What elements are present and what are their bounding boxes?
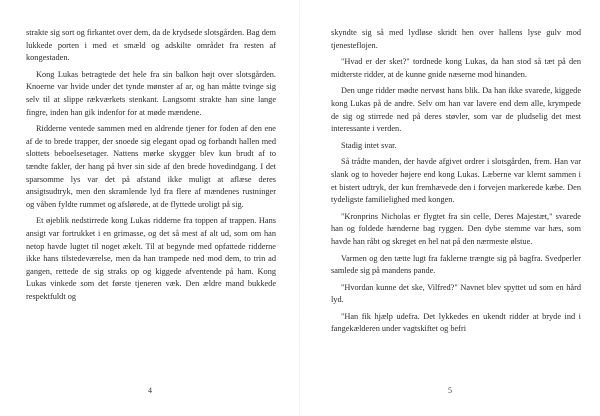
right-paragraph: Den unge ridder mødte nervøst hans blik. Da han ikke svarede, kiggede kong Lukas på de andre. Selv om han var lavere end dem alle, krympede de sig og stirrede ned på deres støvler, som var de pludselig det mest interessante i verden. [331,86,581,134]
right-paragraph: Så trådte manden, der havde afgivet ordrer i slotsgården, frem. Han var slank og to hoveder højere end kong Lukas. Læberne var klemt sammen i et bistert udtryk, der kun fremhævede den i forvejen markerede kæbe. Den tydeligste familielighed med kongen. [331,157,581,205]
right-paragraph: "Han fik hjælp udefra. Det lykkedes en ukendt ridder at bryde ind i fangekælderen under vagtskiftet og befri [331,311,581,334]
left-paragraph: Et øjeblik nedstirrede kong Lukas ridderne fra toppen af trappen. Hans ansigt var fortrukket i en grimasse, og det så mest af alt ud, som om han netop havde lugtet til noget ækelt. Til at begynde med opfattede ridderne ikke hans tilstedeværelse, men da han trampede ned mod dem, to trin ad gangen, rettede de sig straks op og kiggede afventende på ham. Kong Lukas vinkede som det første tjeneren væk. Den ældre mand bukkede respektfuldt og [26,216,276,301]
right-paragraph: Stadig intet svar. [341,140,397,150]
right-paragraph: "Hvordan kunne det ske, Vilfred?" Navnet blev spyttet ud som en hård lyd. [331,282,581,305]
right-page-number: 5 [448,386,452,395]
right-paragraph: Varmen og den tætte lugt fra faklerne trængte sig på bagfra. Svedperler samlede sig på mandens pande. [331,253,581,276]
right-paragraph: skyndte sig så med lydløse skridt hen over hallens lyse gulv mod tjenesteflojen. [331,28,581,50]
right-page-text [331,27,581,336]
right-paragraph: "Hvad er der sket?" tordnede kong Lukas, da han stod så tæt på den midterste ridder, at de kunne gnide næserne mod hinanden. [331,57,581,79]
left-paragraph: strakte sig sort og firkantet over dem, da de krydsede slotsgården. Bag dem lukkede porten i med et smæld og adskilte området fra resten af kongestaden. [26,28,276,63]
right-paragraph: "Kronprins Nicholas er flygtet fra sin celle, Deres Majestæt," svarede han og foldede hænderne bag ryggen. Den dybe stemme var hæs, som havde han råbt og skreget en hel nat på den nærmeste ølstue. [331,211,581,246]
left-paragraph: Kong Lukas betragtede det hele fra sin balkon højt over slotsgården. Knoerne var hvide under det tynde mønster af ar, og han måtte tvinge sig selv til at slippe rækværkets stenkant. Langsomt strakte han sine lange fingre, inden han gik indenfor for at møde mændene. [26,69,276,117]
left-page-text [26,27,276,303]
left-paragraph: Ridderne ventede sammen med en aldrende tjener for foden af den ene af de to brede trapper, der snoede sig elegant opad og forbandt hallen med slottets beboelsesetager. Nattens mørke skygger blev kun brudt af to tændte fakler, der hang på hver sin side af den brede hovedindgang. I det sparsomme lys var det på afstand ikke muligt at aflæse deres ansigtsudtryk, men den skramlende lyd fra flere af mændenes rustninger og våben fyldte rummet og afslørede, at de flyttede uroligt på sig. [26,124,276,209]
left-page-number: 4 [148,386,152,395]
